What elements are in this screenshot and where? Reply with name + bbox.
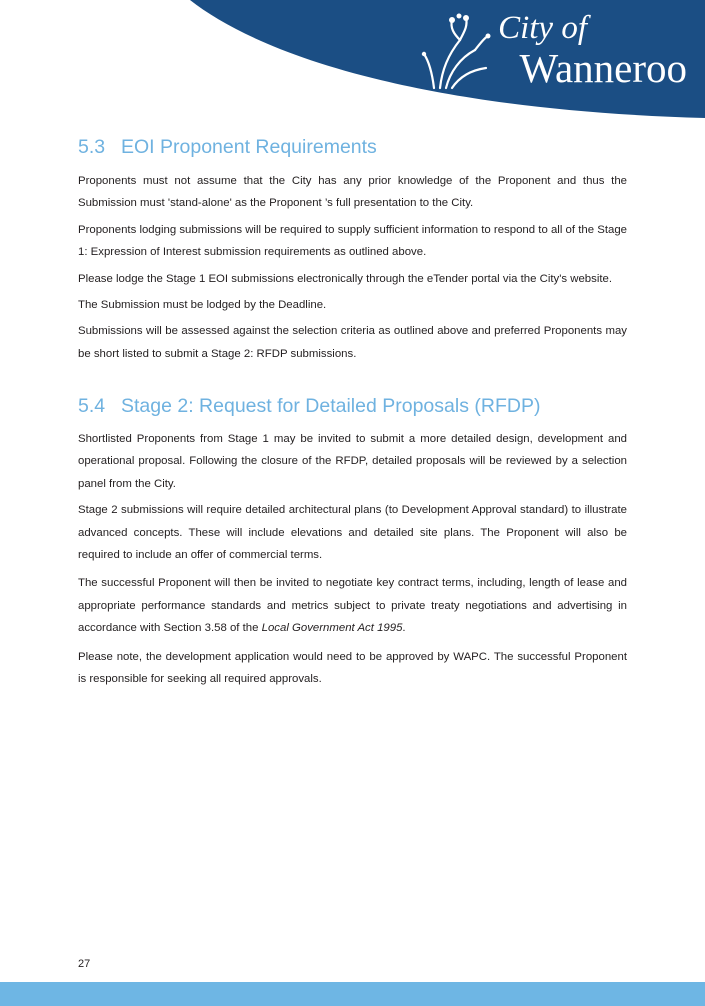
act-citation: Local Government Act 1995: [261, 622, 403, 635]
section-number: 5.3: [78, 136, 106, 158]
paragraph: The Submission must be lodged by the Deadline.: [78, 299, 327, 312]
section-title: EOI Proponent Requirements: [121, 136, 377, 158]
paragraph: Shortlisted Proponents from Stage 1 may be invited to submit a more detailed design, development and operational proposal. Following the closure of the RFDP, detailed proposals will be reviewed by a selection panel from the City.: [78, 433, 627, 490]
section-heading-5-4: [78, 395, 540, 418]
paragraph-text: The successful Proponent will then be invited to negotiate key contract terms, including, length of lease and appropriate performance standards and metrics subject to private treaty negotiations and advertising in accordance with Section 3.58 of the: [78, 577, 627, 635]
paragraph: Submissions will be assessed against the selection criteria as outlined above and preferred Proponents may be short listed to submit a Stage 2: RFDP submissions.: [78, 325, 627, 360]
section-heading-5-3: [78, 136, 377, 159]
footer-bar: [0, 982, 705, 1006]
section-5-4-body: [78, 428, 627, 690]
kangaroo-paw-logo-icon: [420, 10, 492, 90]
section-5-3-body: [78, 170, 627, 365]
section-number: 5.4: [78, 395, 106, 417]
paragraph: Proponents must not assume that the City has any prior knowledge of the Proponent and thus the Submission must 'stand-alone' as the Proponent ’s full presentation to the City.: [78, 175, 627, 210]
paragraph: Please lodge the Stage 1 EOI submissions electronically through the eTender portal via the City's website.: [78, 272, 613, 285]
section-title: Stage 2: Request for Detailed Proposals (RFDP): [121, 395, 541, 417]
logo-city-of: City of: [498, 10, 587, 46]
paragraph: [78, 572, 627, 639]
paragraph: Proponents lodging submissions will be required to supply sufficient information to respond to all of the Stage 1: Expression of Interest submission requirements as outlined above.: [78, 223, 627, 259]
paragraph: Please note, the development application would need to be approved by WAPC. The successful Proponent is responsible for seeking all required approvals.: [78, 650, 627, 686]
logo-wanneroo: Wanneroo: [519, 45, 687, 91]
paragraph-text-end: .: [402, 622, 406, 635]
page-number: 27: [78, 958, 91, 970]
paragraph: Stage 2 submissions will require detailed architectural plans (to Development Approval standard) to illustrate advanced concepts. These will include elevations and detailed site plans. The Proponent will also be required to include an offer of commercial terms.: [78, 504, 627, 562]
